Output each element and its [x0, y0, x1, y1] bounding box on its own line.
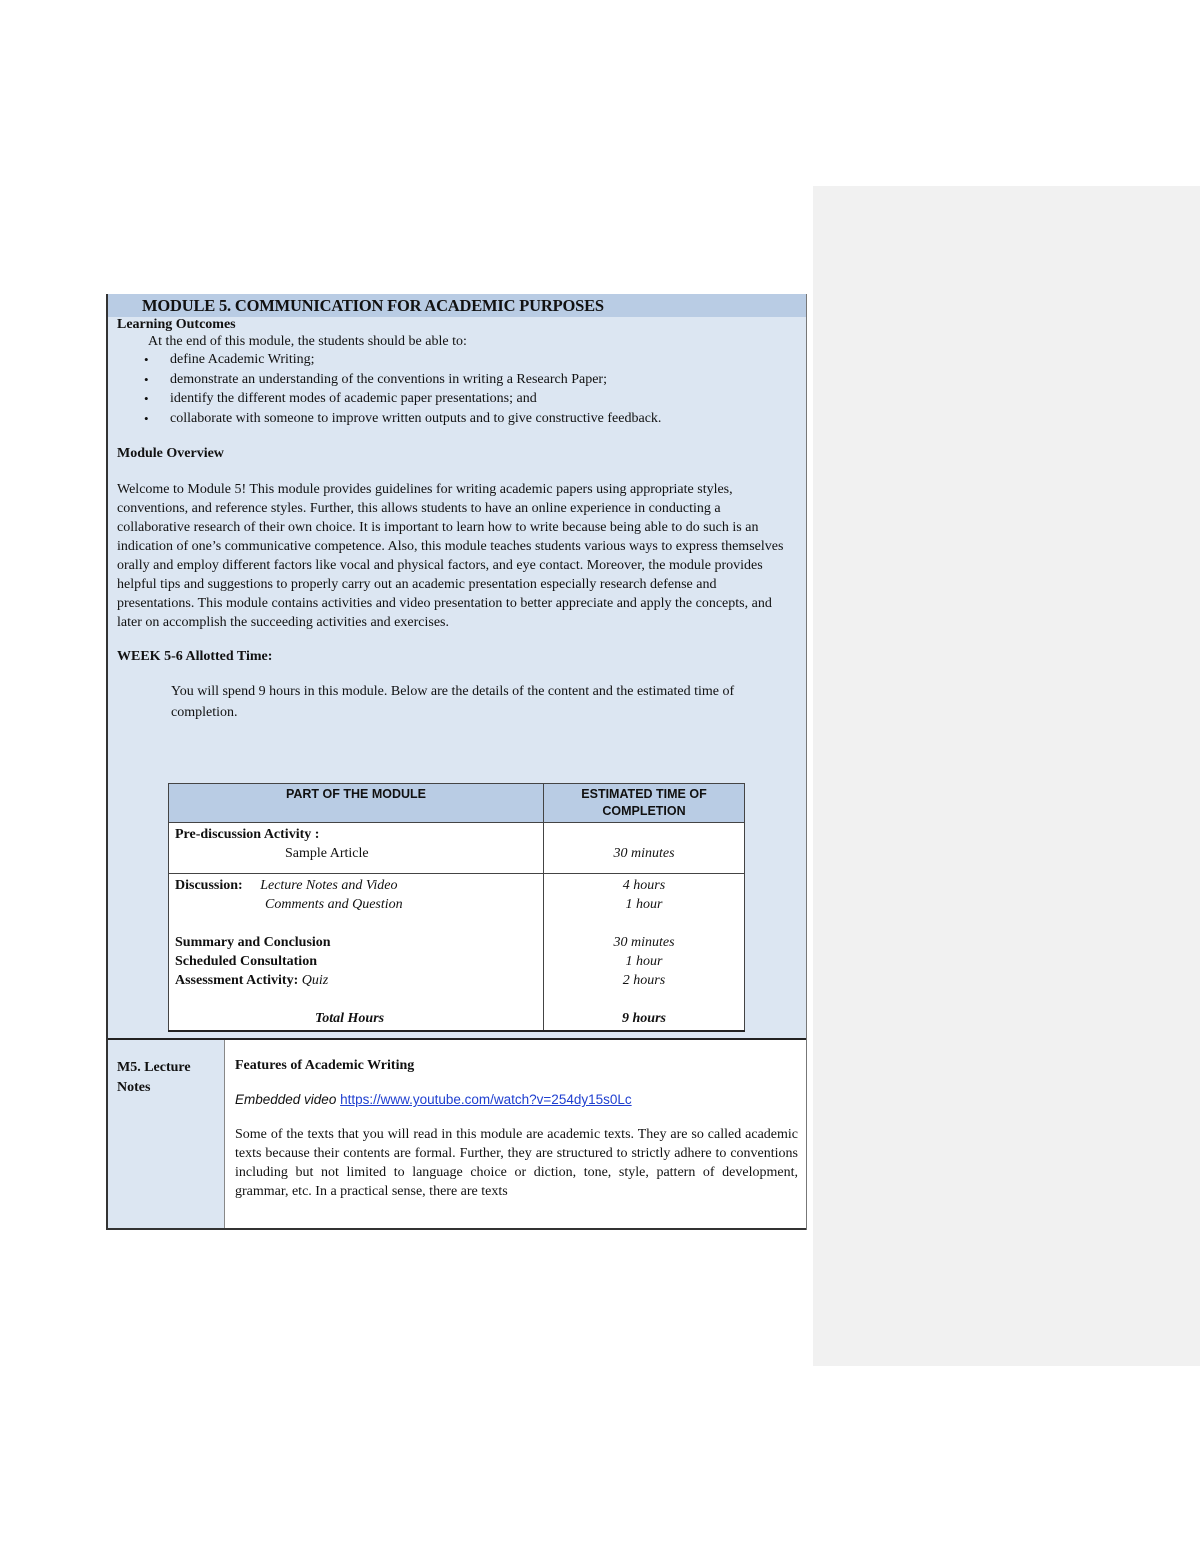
- embedded-video-label: Embedded video: [235, 1092, 341, 1107]
- table-row: [169, 874, 745, 1032]
- time-table: [168, 783, 745, 1032]
- module-title: MODULE 5. COMMUNICATION FOR ACADEMIC PURPOSES: [108, 294, 806, 317]
- total-hours-label: Total Hours: [315, 1011, 385, 1026]
- summary-time: 30 minutes: [613, 935, 675, 950]
- list-item: • collaborate with someone to improve written outputs and to give constructive feedback.: [170, 409, 806, 429]
- table-header-time: ESTIMATED TIME OF COMPLETION: [544, 784, 745, 823]
- total-hours-value: 9 hours: [622, 1011, 666, 1026]
- list-item: • identify the different modes of academic paper presentations; and: [170, 389, 806, 409]
- table-cell: [169, 874, 544, 1032]
- week-heading: WEEK 5-6 Allotted Time:: [117, 649, 273, 664]
- table-cell: [544, 823, 745, 874]
- outcomes-intro: At the end of this module, the students should be able to:: [148, 334, 467, 349]
- pre-discussion-label: Pre-discussion Activity :: [175, 827, 320, 842]
- module-table: [106, 294, 807, 1230]
- discussion-time-2: 1 hour: [625, 897, 663, 912]
- list-item: • demonstrate an understanding of the conventions in writing a Research Paper;: [170, 370, 806, 390]
- lecture-notes-row: [108, 1038, 806, 1230]
- list-item: • define Academic Writing;: [170, 350, 806, 370]
- comment-pane: [813, 186, 1200, 1366]
- lecture-notes-label: M5. Lecture Notes: [108, 1040, 225, 1228]
- week-text: You will spend 9 hours in this module. Below are the details of the content and the estimated time of completion.: [171, 684, 735, 720]
- lecture-notes-content: [225, 1040, 806, 1228]
- pre-discussion-item: Sample Article: [285, 846, 369, 861]
- assessment-time: 2 hours: [622, 973, 666, 988]
- summary-label: Summary and Conclusion: [175, 935, 331, 950]
- table-cell: [169, 823, 544, 874]
- learning-outcomes-heading: Learning Outcomes: [117, 317, 236, 332]
- discussion-time-1: 4 hours: [622, 878, 666, 893]
- module-overview-heading: Module Overview: [117, 446, 224, 461]
- pre-discussion-time: 30 minutes: [613, 846, 675, 861]
- assessment-item: Quiz: [301, 973, 329, 988]
- discussion-label: Discussion:: [175, 878, 243, 893]
- discussion-item-1: Lecture Notes and Video: [260, 878, 398, 893]
- consultation-label: Scheduled Consultation: [175, 954, 317, 969]
- outcomes-list: [108, 350, 806, 428]
- module-overview-text: Welcome to Module 5! This module provides guidelines for writing academic papers using appropriate styles, conventions, and reference styles. Further, this allows students to have an online experience in conducting a collaborative research of their own choice. It is important to learn how to write because being able to do such is an indication of one’s communicative competence. Also, this module teaches students various ways to express themselves orally and employ different factors like vocal and physical factors, and eye contact. Moreover, the module provides helpful tips and suggestions to properly carry out an academic presentation especially research defense and presentations. This module contains activities and video presentation to better appreciate and apply the concepts, and later on accomplish the succeeding activities and exercises.: [117, 482, 784, 630]
- discussion-item-2: Comments and Question: [265, 897, 403, 912]
- lecture-body-text: Some of the texts that you will read in this module are academic texts. They are so called academic texts because their contents are formal. Further, they are structured to strictly adhere to conventions including but not limited to language choice or diction, tone, style, pattern of development, grammar, etc. In a practical sense, there are texts: [235, 1127, 798, 1199]
- video-link[interactable]: https://www.youtube.com/watch?v=254dy15s0Lc: [340, 1092, 632, 1107]
- embedded-video-line: [235, 1092, 798, 1107]
- table-header-part: PART OF THE MODULE: [169, 784, 544, 823]
- assessment-label: Assessment Activity:: [175, 973, 302, 988]
- table-row: [169, 823, 745, 874]
- module-info-cell: [108, 294, 806, 1038]
- table-header-row: [169, 784, 745, 823]
- lecture-title: Features of Academic Writing: [235, 1058, 415, 1073]
- consultation-time: 1 hour: [625, 954, 663, 969]
- table-cell: [544, 874, 745, 1032]
